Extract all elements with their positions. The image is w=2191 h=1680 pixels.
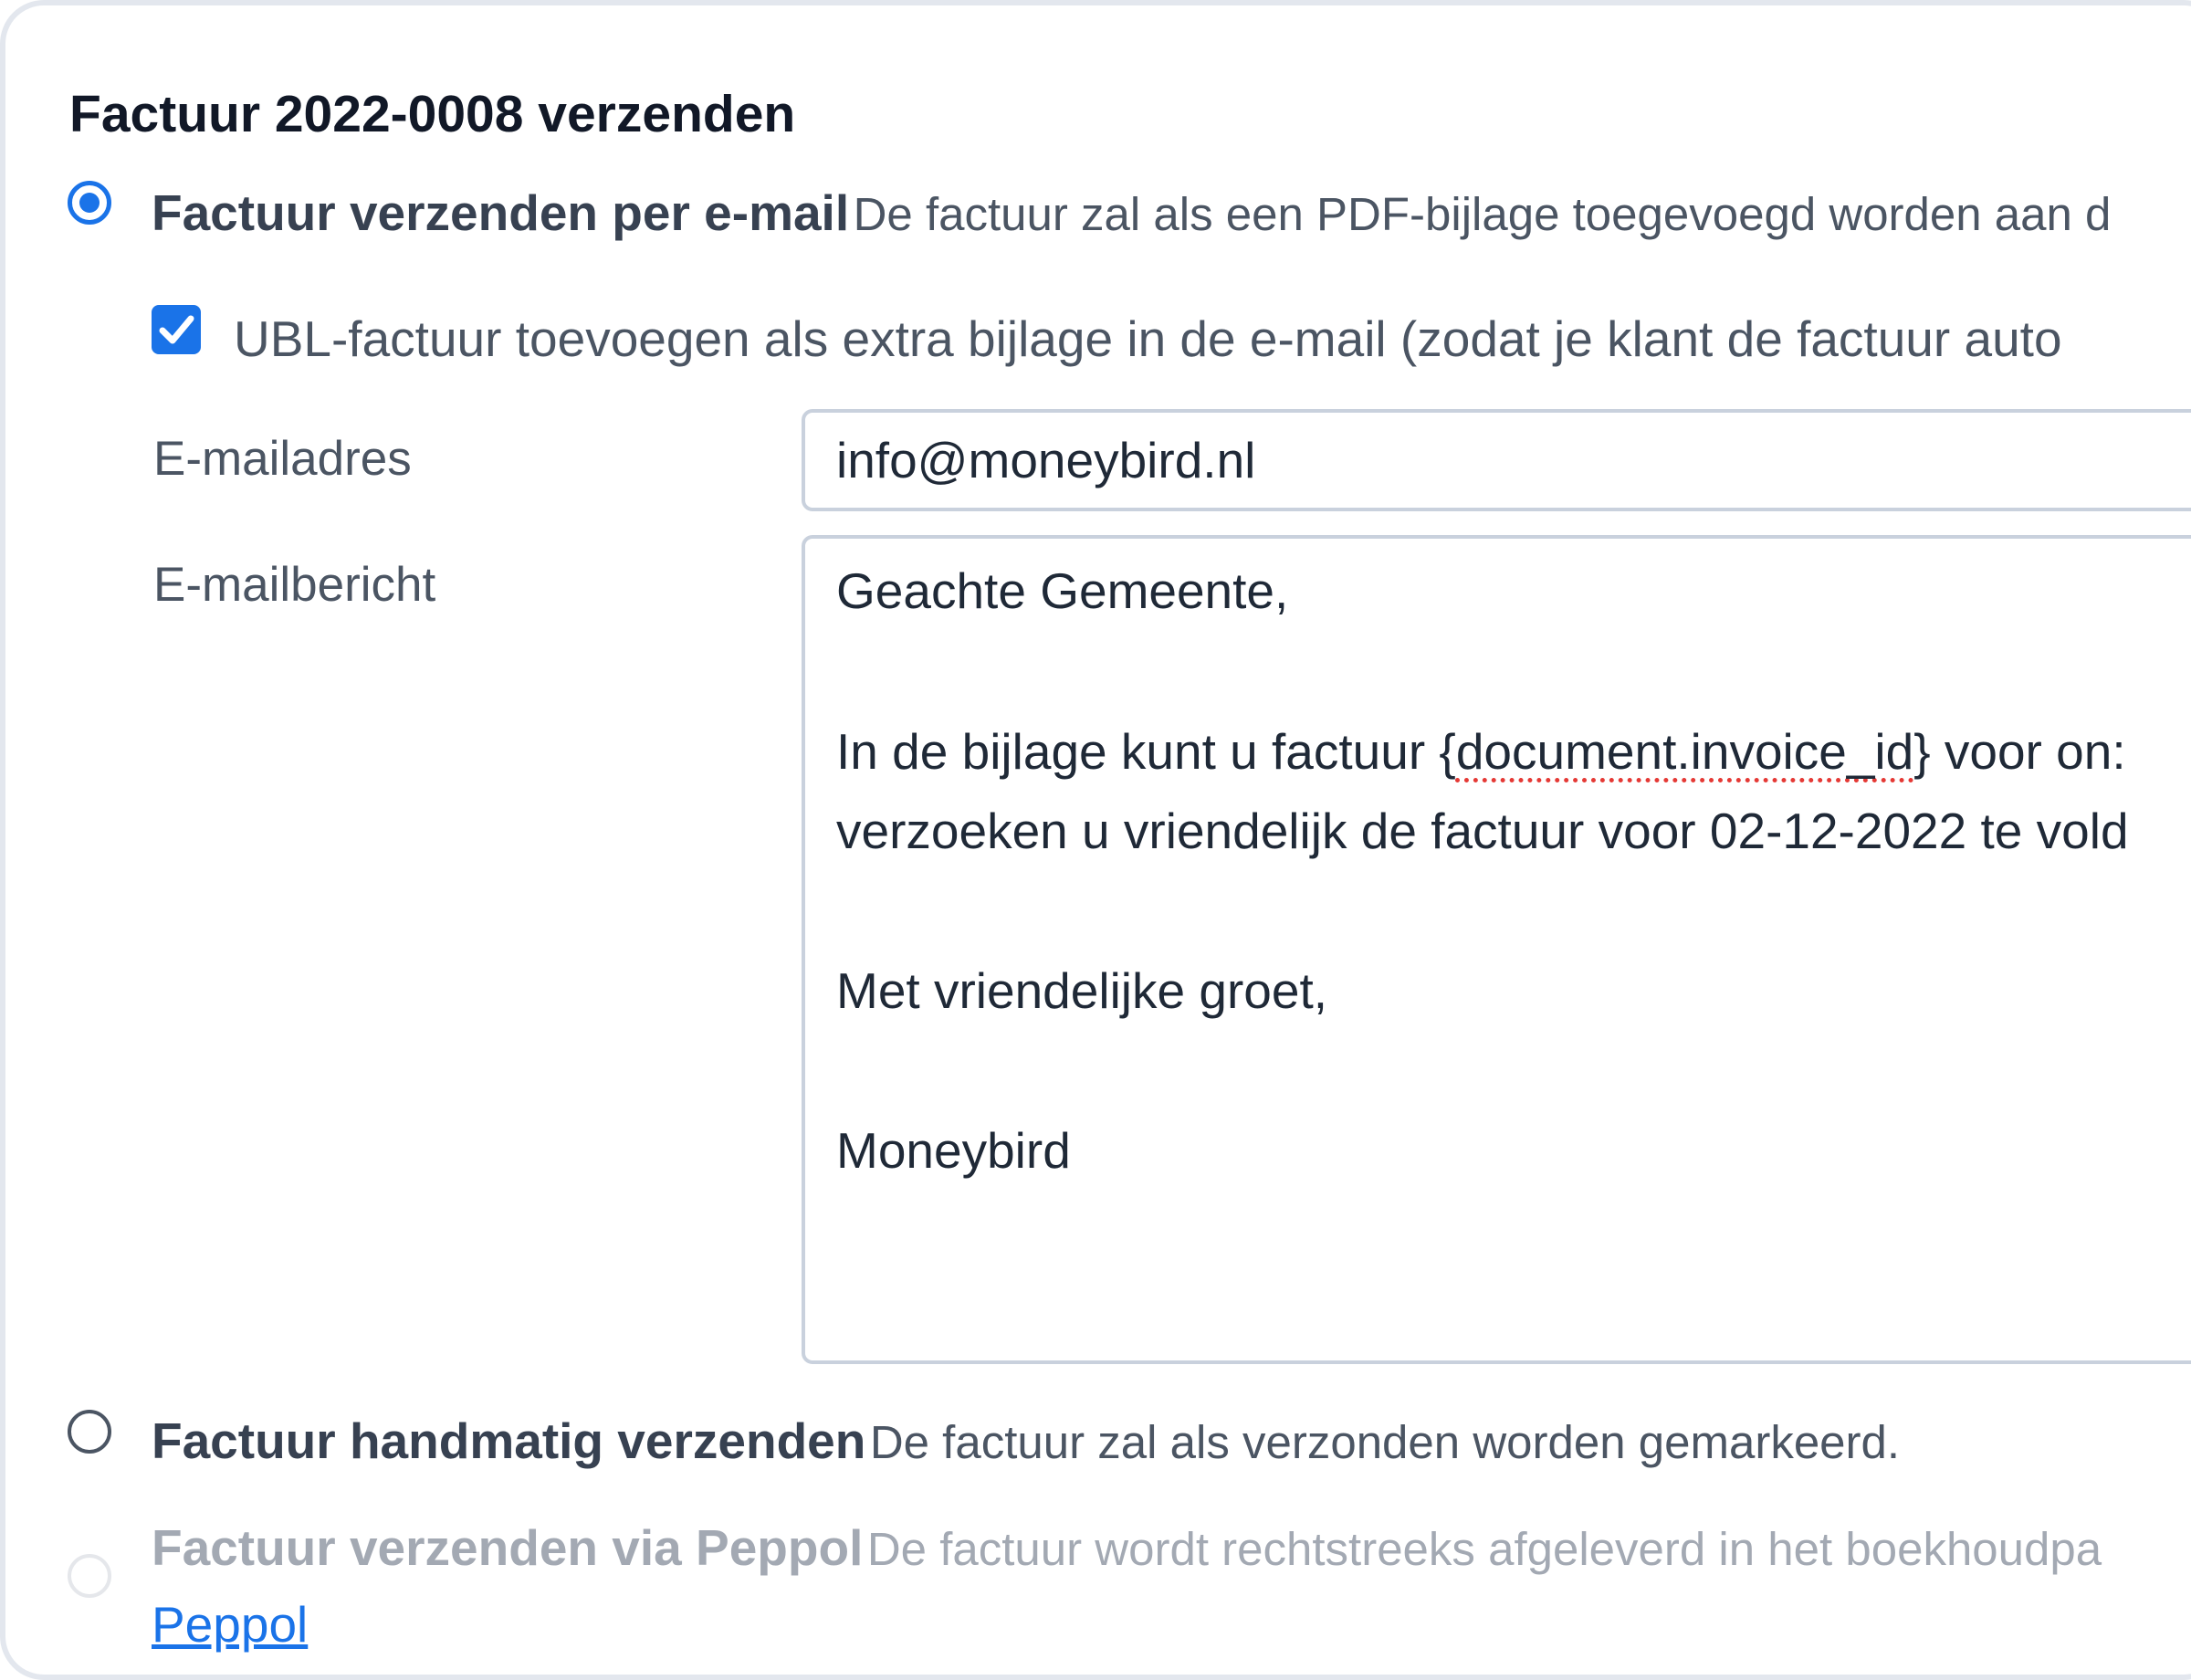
email-address-label: E-mailadres bbox=[153, 432, 412, 486]
message-line-invoice bbox=[836, 719, 2126, 783]
spellcheck-word: document.invoice_id bbox=[1455, 723, 1914, 780]
ubl-checkbox[interactable] bbox=[152, 305, 201, 354]
option-send-peppol-label: Factuur verzenden via Peppol bbox=[152, 1519, 864, 1576]
peppol-link[interactable]: Peppol bbox=[152, 1596, 309, 1653]
message-line-invoice-start: In de bijlage kunt u factuur { bbox=[836, 723, 1456, 780]
option-send-email-description: De factuur zal als een PDF-bijlage toegevoegd worden aan d bbox=[853, 188, 2112, 240]
option-send-email[interactable] bbox=[152, 181, 2111, 258]
option-send-manual-description: De factuur zal als verzonden worden gemarkeerd. bbox=[869, 1416, 1901, 1468]
email-address-input[interactable]: info@moneybird.nl bbox=[802, 409, 2191, 511]
checkmark-icon bbox=[152, 305, 201, 354]
message-line-signature: Moneybird bbox=[836, 1122, 1071, 1179]
radio-send-email[interactable] bbox=[68, 181, 111, 225]
message-line-greeting: Geachte Gemeente, bbox=[836, 562, 1289, 619]
email-message-label: E-mailbericht bbox=[153, 558, 436, 612]
option-send-email-label: Factuur verzenden per e-mail bbox=[152, 184, 850, 241]
message-line-request: verzoeken u vriendelijk de factuur voor 02-12-2022 te vold bbox=[836, 803, 2129, 859]
radio-send-manual[interactable] bbox=[68, 1410, 111, 1454]
option-send-peppol-description: De factuur wordt rechtstreeks afgeleverd in het boekhoudpa bbox=[866, 1523, 2102, 1575]
dialog-title: Factuur 2022-0008 verzenden bbox=[69, 85, 796, 143]
radio-send-peppol bbox=[68, 1554, 111, 1598]
option-send-manual-label: Factuur handmatig verzenden bbox=[152, 1412, 866, 1469]
option-send-manual[interactable] bbox=[152, 1409, 1900, 1486]
ubl-checkbox-label[interactable]: UBL-factuur toevoegen als extra bijlage in de e-mail (zodat je klant de factuur auto bbox=[234, 310, 2062, 367]
option-send-peppol bbox=[152, 1516, 2102, 1593]
message-line-invoice-end: } voor on: bbox=[1913, 723, 2126, 780]
message-line-closing: Met vriendelijke groet, bbox=[836, 962, 1328, 1019]
email-message-textarea[interactable] bbox=[802, 535, 2191, 1364]
